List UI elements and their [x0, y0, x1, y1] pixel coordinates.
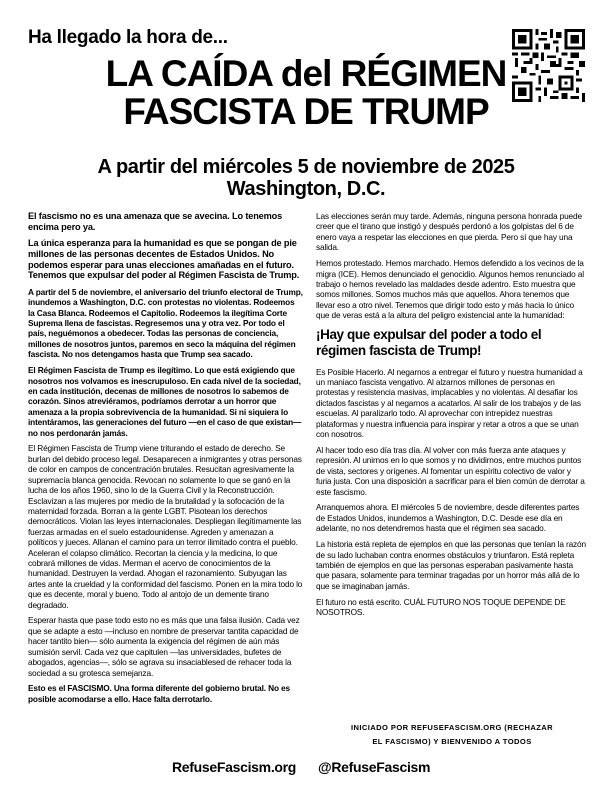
left-paragraph: El fascismo no es una amenaza que se avecina. Lo tenemos encima pero ya. [28, 211, 283, 232]
left-paragraph: Esperar hasta que pase todo esto no es más que una falsa ilusión. Cada vez que se adapte a esto —incluso en nombre de preservar tantita capacidad de hacer tantito bien— sólo aumenta la exigencia del régimen de aún más sumisión servil. Cada vez que capitulen —las universidades, bufetes de abogados, agencias—, sólo se agrava su insaciablesed de rehacer toda la sociedad a su grotesca semejanza. [28, 615, 300, 678]
right-paragraph: Arranquemos ahora. El miércoles 5 de noviembre, desde diferentes partes de Estados Unidos, inundemos a Washington, D.C. Desde ese día en adelante, no nos detendremos hasta que el régimen sea sacado. [316, 502, 580, 534]
right-paragraph: Es Posible Hacerlo. Al negarnos a entregar el futuro y nuestra humanidad a un maniaco fascista vengativo. Al alzarnos millones de personas en protestas y resistencia masivas, implacables y no violentas. Al desafiar los dictados fascistas y al negarnos a acatarlos. Al salir de los trabajos y de las escuelas. Al paralizarlo todo. Al aprovechar con intrepidez nuestras plataformas y nuestra influencia para inspirar y retar a otros a que se unan con nosotros. [316, 366, 583, 439]
event-place: Washington, D.C. [226, 178, 386, 200]
sponsor-note [340, 721, 564, 749]
left-column [28, 211, 303, 710]
social-handle-link[interactable]: @RefuseFascism [318, 759, 431, 775]
title-line-1: LA CAÍDA del RÉGIMEN [105, 53, 507, 94]
event-date: A partir del miércoles 5 de noviembre de 2025 [97, 156, 515, 178]
kicker: Ha llegado la hora de... [28, 27, 228, 48]
right-column [316, 211, 588, 623]
call-to-action-heading: ¡Hay que expulsar del poder a todo el régimen fascista de Trump! [316, 326, 542, 358]
right-paragraph: El futuro no está escrito. CUÁL FUTURO NOS TOQUE DEPENDE DE NOSOTROS. [316, 596, 566, 618]
sponsor-line-1: INICIADO POR REFUSEFASCISM.ORG (RECHAZAR [350, 723, 554, 732]
sponsor-line-2: EL FASCISMO) Y BIENVENIDO A TODOS [372, 737, 532, 746]
right-paragraph: La historia está repleta de ejemplos en que las personas que tenían la razón de su lado luchaban contra enormes obstáculos y triunfaron. Está repleta también de ejemplos en que las personas esperaban pasivamente hasta que pasara, solamente para terminar tragadas por un horror más allá de lo que se imaginaban jamás. [316, 539, 586, 591]
left-paragraph: Esto es el FASCISMO. Una forma diferente del gobierno brutal. No es posible acomodarse a ello. Hace falta derrotarlo. [28, 683, 290, 704]
left-paragraph: El Régimen Fascista de Trump viene triturando el estado de derecho. Se burlan del debido proceso legal. Desaparecen a inmigrantes y otras personas de color en campos de concentración brutales. Resucitan agresivamente la supremacía blanca genocida. Revocan no solamente lo que se ganó en la lucha de los años 1960, sino lo de la Guerra Civil y la Reconstrucción. Esclavizan a las mujeres por medio de la brutalidad y la sofocación de la maternidad forzada. Borran a la gente LGBT. Pisotean los derechos democráticos. Violan las leyes internacionales. Despliegan ilegítimamente las fuerzas armadas en el suelo estadounidense. Agreden y amenazan a políticos y jueces. Allanan el camino para un terror ilimitado contra el pueblo. Aceleran el colapso climático. Recortan la ciencia y la medicina, lo que cobrará millones de vidas. Merman el acervo de conocimientos de la humanidad. Destruyen la verdad. Ahogan el razonamiento. Subyugan las artes ante la crueldad y la conformidad del fascismo. Ponen en la mira todo lo que es decente, moral y bueno. Todo al antojo de un demente tirano degradado. [28, 443, 303, 610]
title-line-2: FASCISTA DE TRUMP [123, 91, 489, 132]
right-paragraph: Las elecciones serán muy tarde. Además, ninguna persona honrada puede creer que el tirano que instigó y después perdonó a los golpistas del 6 de enero vaya a respetar las elecciones en que pierda. Pero sí que hay una salida. [316, 211, 582, 253]
website-link[interactable]: RefuseFascism.org [172, 759, 297, 775]
right-paragraph: Hemos protestado. Hemos marchado. Hemos defendido a los vecinos de la migra (ICE). Hemos denunciado el genocidio. Algunos hemos renunciado al trabajo o hemos revelado las maldades desde adentro. Esto muestra que somos millones. Somos muchos más que aquellos. Ahora tenemos que llevar eso a otro nivel. Tenemos que dirigir todo esto y más hacia lo único que de veras está a la altura del peligro existencial ante la humanidad: [316, 258, 584, 321]
left-paragraph: La única esperanza para la humanidad es que se pongan de pie millones de las personas decentes de Estados Unidos. No podemos esperar para unas elecciones amañadas en el futuro. Tenemos que expulsar del poder al Régimen Fascista de Trump. [28, 238, 300, 281]
left-paragraph: A partir del 5 de noviembre, el aniversario del triunfo electoral de Trump, inundemos a Washington, D.C. con protestas no violentas. Rodeemos la Casa Blanca. Rodeemos el Capitolio. Rodeemos la ilegítima Corte Suprema llena de fascistas. Regresemos una y otra vez. Por todo el país, neguémonos a obedecer. Todas las personas de conciencia, millones de nosotros juntos, paremos en seco la máquina del régimen fascista. No nos detengamos hasta que Trump sea sacado. [28, 286, 303, 360]
left-paragraph: El Régimen Fascista de Trump es ilegítimo. Lo que está exigiendo que nosotros nos volvamos es inescrupuloso. En cada nivel de la sociedad, en cada institución, decenas de millones de nosotros lo sabemos de corazón. Sinos atreviéramos, podríamos derrotar a un horror que amenaza a la propia sobrevivencia de la humanidad. Si ni siquiera lo intentáramos, las generaciones del futuro —en el caso de que existan— no nos perdonarán jamás. [28, 365, 302, 438]
right-paragraph: Al hacer todo eso día tras día. Al volver con más fuerza ante ataques y represión. Al unirnos en lo que somos y no dividirnos, entre muchos puntos de vista, sectores y orígenes. Al fomentar un espíritu colectivo de valor y furia justa. Con una disposición a sacrificar para el bien común de derrotar a este fascismo. [316, 444, 585, 497]
